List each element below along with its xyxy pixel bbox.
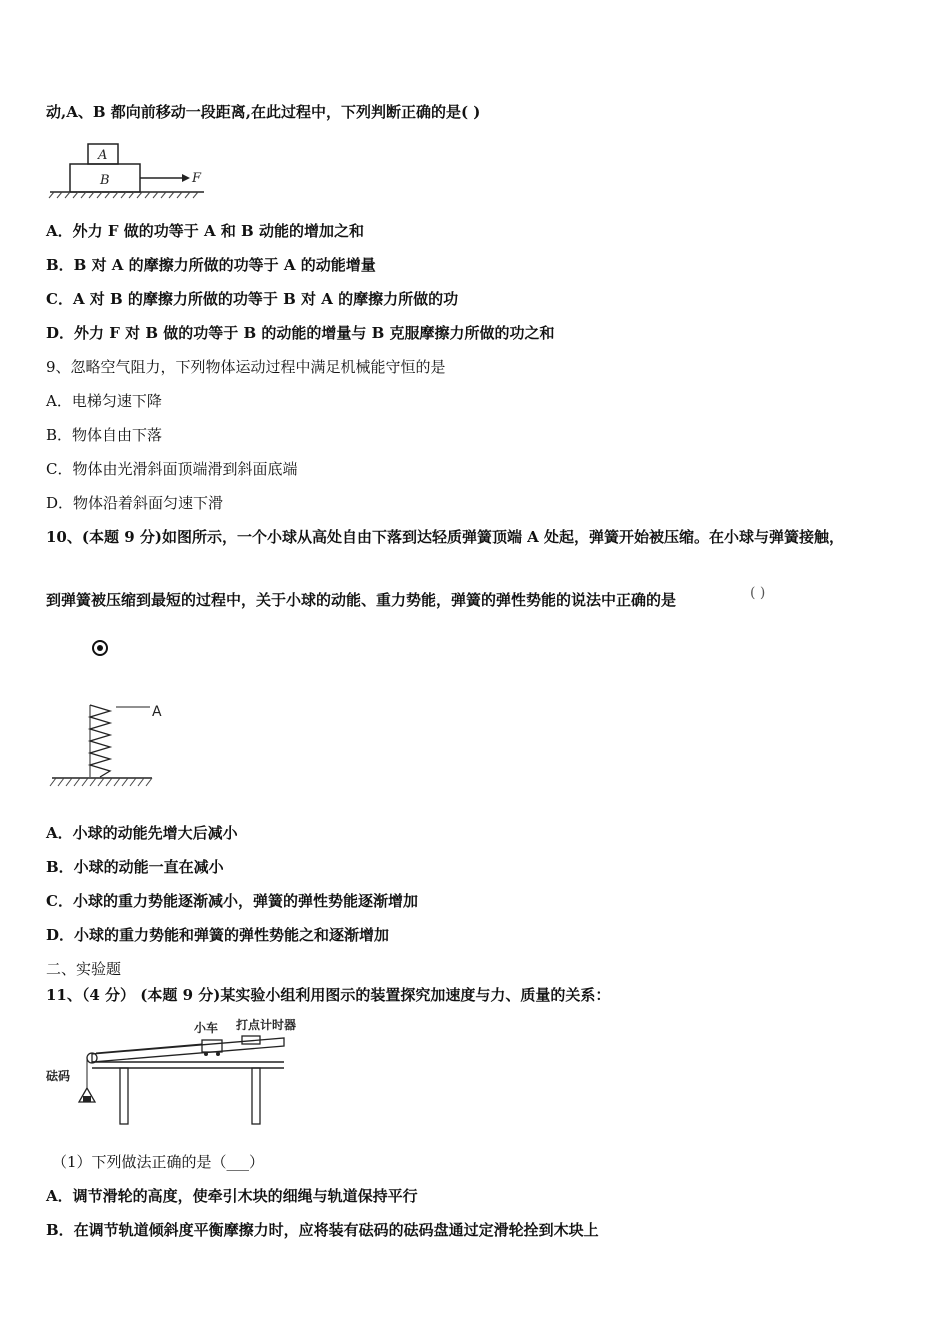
q11-figure-apparatus (46, 1016, 296, 1136)
q9-stem: 9、忽略空气阻力，下列物体运动过程中满足机械能守恒的是 (46, 358, 446, 376)
section-title: 二、实验题 (46, 960, 122, 978)
q8-option-a: A．外力 F 做的功等于 A 和 B 动能的增加之和 (46, 222, 364, 240)
q10-figure-spring (46, 635, 216, 795)
cart-label: 小车 (194, 1021, 219, 1035)
q10-option-b: B．小球的动能一直在减小 (46, 858, 224, 876)
q11-option-b: B．在调节轨道倾斜度平衡摩擦力时，应将装有砝码的砝码盘通过定滑轮拴到木块上 (46, 1221, 599, 1239)
q9-option-b: B．物体自由下落 (46, 426, 163, 444)
q11-stem: 11、（4 分） (本题 9 分)某实验小组利用图示的装置探究加速度与力、质量的关系： (46, 986, 611, 1004)
q8-option-d: D．外力 F 对 B 做的功等于 B 的动能的增量与 B 克服摩擦力所做的功之和 (46, 324, 555, 342)
q9-option-c: C．物体由光滑斜面顶端滑到斜面底端 (46, 460, 298, 478)
q8-figure-blocks (46, 138, 216, 200)
q8-stem: 动,A、B 都向前移动一段距离,在此过程中，下列判断正确的是( ) (46, 103, 481, 121)
q10-stem-line2: 到弹簧被压缩到最短的过程中，关于小球的动能、重力势能，弹簧的弹性势能的说法中正确的是 (46, 591, 677, 609)
label-a: A (98, 148, 108, 163)
q10-answer-paren: ( ) (750, 585, 766, 601)
q8-option-c: C．A 对 B 的摩擦力所做的功等于 B 对 A 的摩擦力所做的功 (46, 290, 459, 308)
spring-label-a: A (152, 704, 162, 720)
weight-label: 砝码 (46, 1069, 71, 1083)
q10-option-d: D．小球的重力势能和弹簧的弹性势能之和逐渐增加 (46, 926, 390, 944)
q11-sub1: （1）下列做法正确的是（___） (52, 1153, 265, 1171)
q8-option-b: B．B 对 A 的摩擦力所做的功等于 A 的动能增量 (46, 256, 376, 274)
timer-label: 打点计时器 (236, 1018, 297, 1032)
q11-option-a: A．调节滑轮的高度，使牵引木块的细绳与轨道保持平行 (46, 1187, 418, 1205)
q10-option-a: A．小球的动能先增大后减小 (46, 824, 238, 842)
label-b: B (100, 173, 110, 188)
q10-stem-line1: 10、(本题 9 分)如图所示，一个小球从高处自由下落到达轻质弹簧顶端 A 处起，弹簧开始被压缩。在小球与弹簧接触， (46, 528, 845, 546)
q10-option-c: C．小球的重力势能逐渐减小，弹簧的弹性势能逐渐增加 (46, 892, 418, 910)
label-f: F (192, 171, 202, 186)
q9-option-d: D．物体沿着斜面匀速下滑 (46, 494, 224, 512)
q9-option-a: A．电梯匀速下降 (46, 392, 162, 410)
